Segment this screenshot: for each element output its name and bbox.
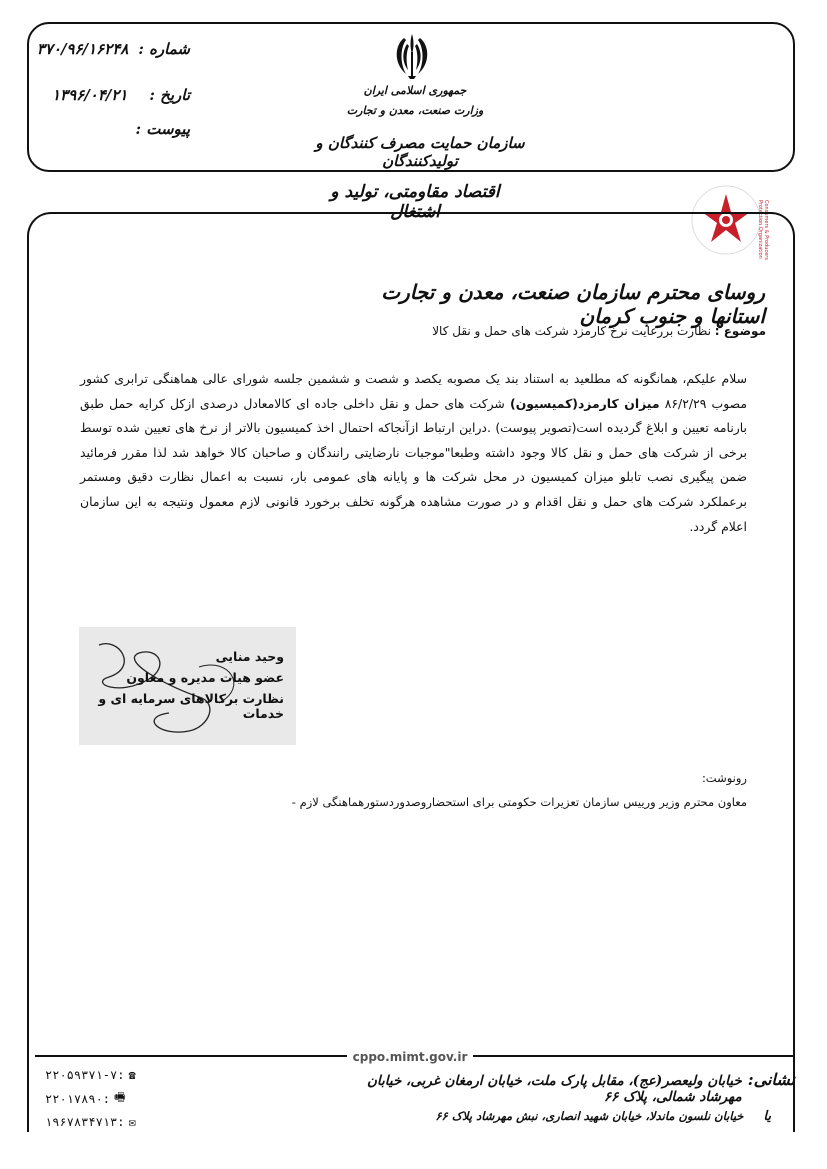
organization-title: سازمان حمایت مصرف کنندگان و تولیدکنندگان <box>315 134 525 170</box>
date-label: تاریخ : <box>149 86 190 104</box>
address-line-1: خیابان ولیعصر(عج)، مقابل پارک ملت، خیابان ارمغان غربی، خیابان مهرشاد شمالی، پلاک ۶۶ <box>367 1073 742 1105</box>
attachment-row <box>30 116 190 142</box>
number-value: ۳۷۰/۹۶/۱۶۲۴۸ <box>36 40 129 58</box>
website-wrap <box>330 1046 490 1065</box>
postal-code: ۱۹۶۷۸۳۴۷۱۳: <box>45 1115 125 1129</box>
number-row <box>30 36 190 62</box>
recipient: روسای محترم سازمان صنعت، معدن و تجارت استانها و جنوب کرمان <box>381 280 765 328</box>
address-row-2 <box>330 1109 795 1124</box>
fax-row <box>45 1088 165 1109</box>
address-or: یا <box>763 1109 771 1124</box>
republic-title: جمهوری اسلامی ایران <box>363 84 467 97</box>
signature-block <box>79 627 296 745</box>
date-value: ۱۳۹۶/۰۴/۲۱ <box>51 86 128 104</box>
signatory-name: وحید منایی <box>215 649 284 664</box>
logo-caption: Consumers & Producers Protection Organization <box>757 200 769 260</box>
subject-label: موضوع : <box>714 324 766 338</box>
cc-text: معاون محترم وزیر وریيس سازمان تعزیرات حکومتی برای استحضاروصدوردستورهماهنگی لازم - <box>291 795 747 809</box>
website-link[interactable]: cppo.mimt.gov.ir <box>347 1050 474 1064</box>
fax-icon: 🖷 <box>114 1090 126 1104</box>
address-block <box>330 1070 795 1124</box>
signatory-title-1: عضو هیات مدیره و معاون <box>126 670 284 685</box>
subject-text: نظارت بررعایت نرخ کارمزد شرکت های حمل و نقل کالا <box>432 324 711 338</box>
slogan: اقتصاد مقاومتی، تولید و اشتغال <box>330 182 500 222</box>
subject-line <box>300 324 766 338</box>
phone-number: ۲۲۰۵۹۳۷۱-۷: <box>45 1068 125 1082</box>
body-part-2: شرکت های حمل و نقل داخلی جاده ای کالامعادل درصدی ازکل کرایه حمل طبق بارنامه تعیین و ابلاغ گردیده است(تصویر پیوست) .دراین ارتباط ازآنجاکه احتمال اخذ کمیسیون بالاتر از نرخ های تعیین شده توسط برخی از شرکت های حمل و نقل کالا وجود داشته وطبعا"موجبات نارضایتی رانندگان و صاحبان کالا خواهد شد لذا مقرر فرمائید ضمن پیگیری نصب تابلو میزان کمیسیون در محل شرکت ها و پایانه های عمومی بار، نسبت به اعمال نظارت دقیق ومستمر برعملکرد شرکت های حمل و نقل اقدام و در صورت مشاهده هرگونه تخلف برخورد قانونی لازم معمول ونتیجه به این سازمان اعلام گردد. <box>80 395 747 534</box>
ministry-title: وزارت صنعت، معدن و تجارت <box>346 104 484 117</box>
address-label: نشانی: <box>747 1070 795 1089</box>
cc-label: رونوشت: <box>701 771 747 785</box>
body-part-1: سلام علیکم، همانگونه که مطلعید به استناد بند یک مصوبه یکصد و شصت و ششمین جلسه شورای عالی هماهنگی ترابری کشور مصوب ۸۶/۲/۲۹ <box>80 371 747 411</box>
envelope-icon: ✉ <box>128 1115 136 1129</box>
contact-block <box>45 1068 165 1129</box>
iran-emblem-icon <box>388 30 436 82</box>
date-row <box>30 82 190 108</box>
phone-icon: ☎ <box>128 1068 136 1082</box>
body-bold-phrase: میزان کارمزد(کمیسیون) <box>510 395 660 411</box>
attachment-label: پیوست : <box>135 120 190 138</box>
number-label: شماره : <box>138 40 190 58</box>
signatory-title-2: نظارت برکالاهای سرمایه ای و خدمات <box>98 691 284 721</box>
fax-number: ۲۲۰۱۷۸۹۰: <box>45 1091 111 1106</box>
signature-text <box>94 649 284 721</box>
address-row-1 <box>330 1070 795 1105</box>
phone-row <box>45 1068 165 1082</box>
body-paragraph <box>80 367 747 539</box>
address-line-2: خیابان نلسون ماندلا، خیابان شهید انصاری، نبش مهرشاد پلاک ۶۶ <box>435 1109 744 1123</box>
postal-row <box>45 1115 165 1129</box>
letter-meta <box>30 36 190 142</box>
